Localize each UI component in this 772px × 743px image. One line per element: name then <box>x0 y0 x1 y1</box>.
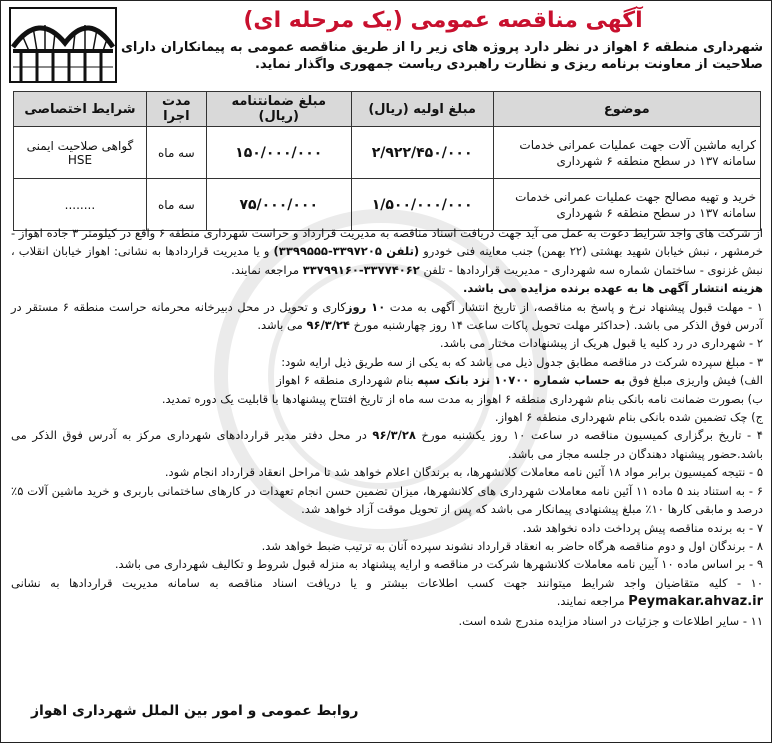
clause-1 <box>11 298 763 335</box>
col-guarantee-amount: مبلغ ضمانتنامه (ریال) <box>206 92 351 127</box>
row-conditions: گواهی صلاحیت ایمنی HSE <box>14 127 147 179</box>
clause-1-mid: کاری و تحویل در محل دبیرخانه محرمانه حراست منطقه ۶ مستقر در آدرس فوق الذکر می باشد. (حداکثر مهلت تحویل پاکات ساعت ۱۴ روز چهارشنبه مورخ <box>11 299 763 333</box>
notice-body <box>11 224 763 630</box>
invitation-address: و یا مدیریت قراردادها به نشانی: اهواز خیابان انقلاب ، نبش غزنوی - ساختمان شماره سه شهرداری - مدیریت قراردادها - تلفن <box>11 244 763 277</box>
footer-org: روابط عمومی و امور بین الملل شهرداری اهواز <box>31 703 359 719</box>
clause-3-b: ب) بصورت ضمانت نامه بانکی بنام شهرداری منطقه ۶ اهواز به مدت سه ماه از تاریخ افتتاح پیشنهادها با قابلیت یک دوره تمدید. <box>161 391 763 406</box>
paragraph-cost: هزینه انتشار آگهی ها به عهده برنده مزایده می باشد. <box>463 281 763 296</box>
clause-1-date: ۹۶/۳/۲۴ <box>306 318 350 333</box>
clause-11: ۱۱ - سایر اطلاعات و جزئیات در اسناد مزایده مندرج شده است. <box>458 613 763 628</box>
phone-numbers: (تلفن ۳۳۹۷۲۰۵-۳۳۹۹۵۵۵) <box>273 244 420 259</box>
row-guarantee-amount: ۱۵۰/۰۰۰/۰۰۰ <box>206 127 351 179</box>
clause-5: ۵ - نتیجه کمیسیون برابر مواد ۱۸ آئین نامه معاملات کلانشهرها، به برندگان اعلام خواهد شد تا مراحل انعقاد قرارداد انجام شود. <box>164 465 763 480</box>
notice-title: آگهی مناقصه عمومی (یک مرحله ای) <box>243 8 643 33</box>
clause-3-c: ج) چک تضمین شده بانکی بنام شهرداری منطقه ۶ اهواز. <box>494 410 763 425</box>
table-row <box>14 127 761 179</box>
invitation-end: مراجعه نمایند. <box>231 262 303 277</box>
clause-9: ۹ - بر اساس ماده ۱۰ آیین نامه معاملات کلانشهرها شرکت در مناقصه و ارایه پیشنهاد به منزله قبول شروط و تکالیف شهرداری می باشد. <box>114 557 763 572</box>
row-subject: کرایه ماشین آلات جهت عملیات عمرانی خدمات سامانه ۱۳۷ در سطح منطقه ۶ شهرداری <box>493 127 760 179</box>
table-header-row <box>14 92 761 127</box>
row-duration: سه ماه <box>146 179 206 231</box>
clause-6: ۶ - به استناد بند ۵ ماده ۱۱ آئین نامه معاملات شهرداری های کلانشهرها، میزان تضمین حسن انجام تعهدات در کارهای ساختمانی باربری و خرید ماشین آلات ۵٪ درصد و مابقی کارها ۱۰٪ مبلغ پیشنهادی پیمانکار می باشد که پس از تحویل موقت آزاد خواهد شد. <box>11 483 763 517</box>
clause-1-days: ۱۰ روز <box>345 299 386 314</box>
bank-account: به حساب شماره ۱۰۷۰۰ نزد بانک سپه <box>417 373 626 388</box>
notice-intro: شهرداری منطقه ۶ اهواز در نظر دارد پروژه های زیر را از طریق مناقصه عمومی به پیمانکاران دارای صلاحیت از معاونت برنامه ریزی و نظارت راهبردی ریاست جمهوری واگذار نماید. <box>121 40 764 72</box>
clause-4-text: ۴ - تاریخ برگزاری کمیسیون مناقصه در ساعت ۱۰ روز یکشنبه مورخ <box>415 428 763 443</box>
col-special-conditions: شرایط اختصاصی <box>14 92 147 127</box>
clause-10 <box>11 574 763 612</box>
paragraph-invitation <box>11 224 763 279</box>
website-link[interactable]: Peymakar.ahvaz.ir <box>628 594 763 610</box>
clause-3: ۳ - مبلغ سپرده شرکت در مناقصه مطابق جدول ذیل می باشد که به یکی از سه طریق ذیل ارایه شود: <box>281 354 763 369</box>
clause-4-date: ۹۶/۳/۲۸ <box>372 428 416 443</box>
row-duration: سه ماه <box>146 127 206 179</box>
row-initial-amount: ۱/۵۰۰/۰۰۰/۰۰۰ <box>351 179 493 231</box>
col-subject: موضوع <box>493 92 760 127</box>
row-guarantee-amount: ۷۵/۰۰۰/۰۰۰ <box>206 179 351 231</box>
bridge-logo-icon <box>9 7 117 83</box>
clause-3-a <box>11 371 763 389</box>
invitation-text: از شرکت های واجد شرایط دعوت به عمل می آید جهت دریافت اسناد مناقصه به مدیریت قرارداد و حراست شهرداری منطقه ۶ واقع در کیلومتر ۳ جاده اهواز - خرمشهر ، نبش خیابان شهید بهشتی (۲۲ بهمن) جنب معاینه فنی خودرو <box>11 226 764 259</box>
row-initial-amount: ۲/۹۲۲/۴۵۰/۰۰۰ <box>351 127 493 179</box>
clause-4-end: در محل دفتر مدیر قراردادهای شهرداری مرکز به آدرس فوق الذکر می باشد.حضور پیشنهاد دهندگان در جلسه مجاز می باشد. <box>11 428 763 461</box>
clause-2: ۲ - شهرداری در رد کلیه یا قبول هریک از پیشنهادات مختار می باشد. <box>439 336 763 351</box>
clause-8: ۸ - برندگان اول و دوم مناقصه هرگاه حاضر به انعقاد قرارداد نشوند سپرده آنان به ترتیب ضبط خواهد شد. <box>261 538 763 553</box>
clause-7: ۷ - به برنده مناقصه پیش پرداخت داده نخواهد شد. <box>522 520 763 535</box>
clause-3a-end: بنام شهرداری منطقه ۶ اهواز <box>276 373 418 388</box>
contract-phone: ۳۳۷۷۴۰۶۲-۳۳۷۹۹۱۶۰ <box>302 262 420 277</box>
col-initial-amount: مبلغ اولیه (ریال) <box>351 92 493 127</box>
clause-10-text: ۱۰ - کلیه متقاضیان واجد شرایط میتوانند جهت کسب اطلاعات بیشتر و یا دریافت اسناد مناقصه به سامانه مدیریت قراردادها به نشانی <box>11 575 763 590</box>
clause-10-end: مراجعه نمایند. <box>556 594 629 609</box>
clause-1-text: ۱ - مهلت قبول پیشنهاد نرخ و پاسخ به مناقصه، از تاریخ انتشار آگهی به مدت <box>385 299 763 314</box>
col-duration: مدت اجرا <box>146 92 206 127</box>
clause-1-end: می باشد. <box>257 318 307 333</box>
row-conditions: ........ <box>14 179 147 231</box>
clause-3a-text: الف) فیش واریزی مبلغ فوق <box>625 373 763 388</box>
row-subject: خرید و تهیه مصالح جهت عملیات عمرانی خدمات سامانه ۱۳۷ در سطح منطقه ۶ شهرداری <box>493 179 760 231</box>
clause-4 <box>11 426 763 463</box>
